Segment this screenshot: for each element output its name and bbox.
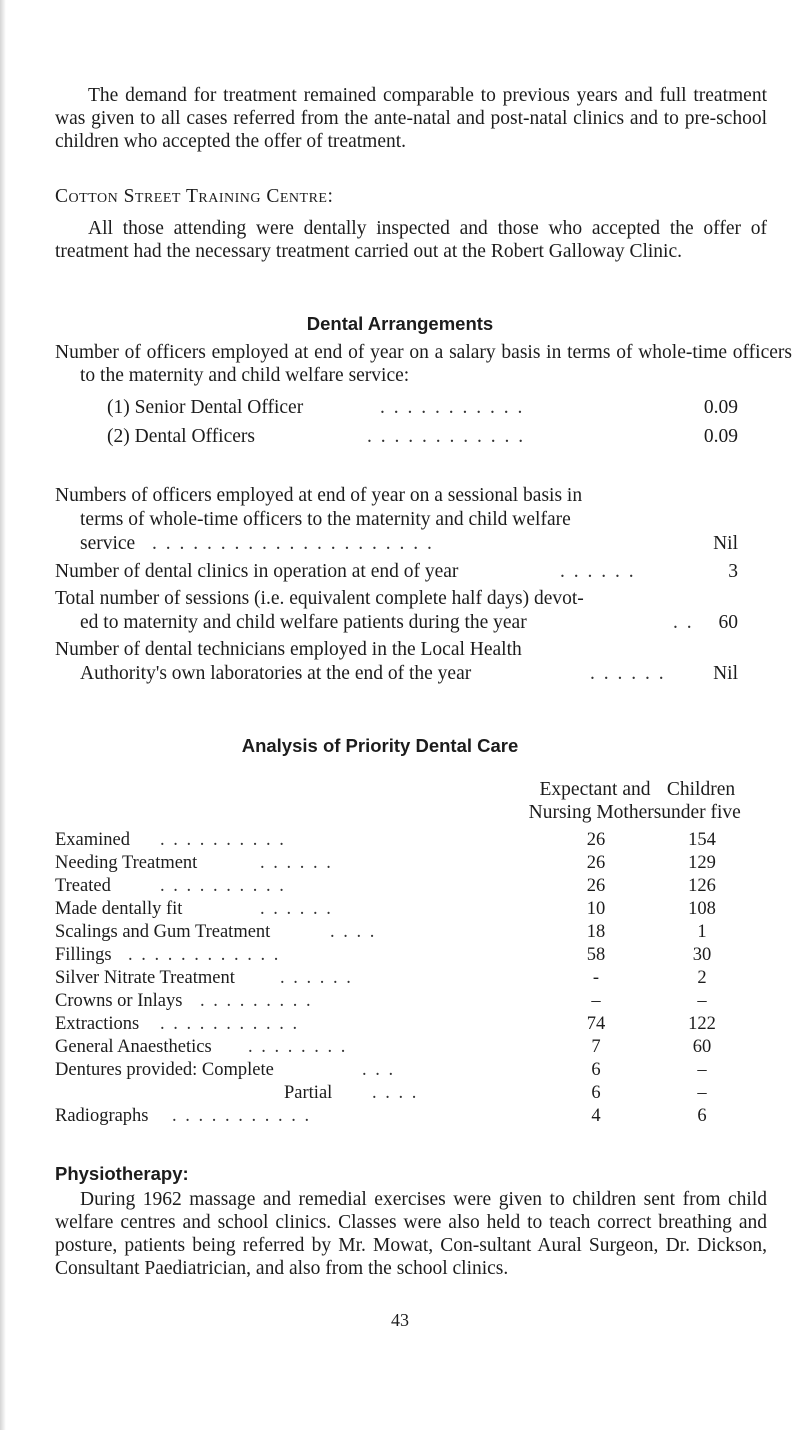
children-value: – <box>697 1060 707 1080</box>
intro-paragraph: The demand for treatment remained comparable to previous years and full treatment was given to all cases referred from the ante-natal and post-natal clinics and to pre-school children who accepted the offer of treatment. <box>55 85 767 152</box>
sessions-value: 60 <box>718 612 738 633</box>
header-line: Expectant and <box>539 779 651 800</box>
children-value: 154 <box>688 830 716 850</box>
children-value: – <box>697 991 707 1011</box>
leader-dots: . . . . . . . . . . . . <box>128 945 281 965</box>
mothers-value: – <box>591 991 601 1011</box>
leader-dots: . . . . <box>372 1083 419 1103</box>
row-label: Examined <box>55 830 131 850</box>
salary-basis-text: Number of officers employed at end of year on a salary basis in terms of whole-time officers to the maternity and child welfare service: <box>55 342 792 386</box>
table-row <box>0 1082 800 1105</box>
analysis-heading: Analysis of Priority Dental Care <box>241 735 519 756</box>
row-label: Fillings <box>55 945 112 965</box>
cotton-street-heading: Cotton Street Training Centre: <box>55 186 334 207</box>
header-line: Children <box>666 779 736 800</box>
sessional-value: Nil <box>713 533 738 554</box>
mothers-value: 58 <box>586 945 606 965</box>
children-value: 1 <box>697 922 707 942</box>
mothers-value: 26 <box>586 853 606 873</box>
children-value: 2 <box>697 968 707 988</box>
leader-dots: . . . <box>362 1060 396 1080</box>
sessional-text: Numbers of officers employed at end of year on a sessional basis in <box>55 485 583 506</box>
leader-dots: . . . . . . . . <box>248 1037 348 1057</box>
dental-arrangements-heading: Dental Arrangements <box>306 313 494 334</box>
table-row <box>0 1036 800 1059</box>
officer-value: 0.09 <box>703 426 738 447</box>
sessions-line-1 <box>0 586 800 612</box>
page-number: 43 <box>391 1310 409 1330</box>
mothers-value: 26 <box>586 830 606 850</box>
mothers-value: 18 <box>586 922 606 942</box>
row-label: Needing Treatment <box>55 853 198 873</box>
row-label: Treated <box>55 876 111 896</box>
children-value: 126 <box>688 876 716 896</box>
table-row <box>0 1059 800 1082</box>
children-value: – <box>697 1083 707 1103</box>
row-label: Dentures provided: Complete <box>55 1060 274 1080</box>
sessions-row <box>0 610 800 636</box>
officer-label: (2) Dental Officers <box>107 426 255 447</box>
sessions-text: Total number of sessions (i.e. equivalent complete half days) devot- <box>55 588 584 609</box>
mothers-value: 6 <box>591 1083 601 1103</box>
page-edge-shadow <box>0 0 6 1430</box>
row-label: Silver Nitrate Treatment <box>55 968 235 988</box>
technicians-line-1 <box>0 637 800 663</box>
mothers-value: 4 <box>591 1106 601 1126</box>
leader-dots: . . . . . . . . . . <box>160 876 286 896</box>
table-row <box>0 944 800 967</box>
table-row <box>0 1105 800 1128</box>
leader-dots: . . . . . . . . . . . . . . . . . . . . . <box>152 533 434 554</box>
row-label: General Anaesthetics <box>55 1037 212 1057</box>
table-row <box>0 967 800 990</box>
children-value: 60 <box>692 1037 712 1057</box>
table-row <box>0 990 800 1013</box>
mothers-value: 7 <box>591 1037 601 1057</box>
physiotherapy-heading: Physiotherapy: <box>55 1163 189 1184</box>
table-row <box>0 1013 800 1036</box>
mothers-value: 6 <box>591 1060 601 1080</box>
sessional-label: service <box>80 533 136 554</box>
mothers-value: 26 <box>586 876 606 896</box>
senior-dental-officer-row <box>0 395 800 421</box>
row-label: Partial <box>284 1083 333 1103</box>
mothers-value: 10 <box>586 899 606 919</box>
officer-label: (1) Senior Dental Officer <box>107 397 304 418</box>
mothers-value: - <box>592 968 600 988</box>
children-value: 30 <box>692 945 712 965</box>
children-value: 122 <box>688 1014 716 1034</box>
physiotherapy-text: During 1962 massage and remedial exercises were given to children sent from child welfare centres and school clinics. Classes were also held to teach correct breathing and posture, patients being referred by Mr. Mowat, Con-sultant Aural Surgeon, Dr. Dickson, Consultant Paediatrician, and also from the school clinics. <box>55 1189 767 1279</box>
row-label: Extractions <box>55 1014 140 1034</box>
children-value: 129 <box>688 853 716 873</box>
leader-dots: . . . . . . . . . . . <box>380 397 525 418</box>
table-row <box>0 898 800 921</box>
leader-dots: . . . . . . . . . . <box>160 830 286 850</box>
table-row <box>0 875 800 898</box>
leader-dots: . . . . . . <box>560 561 636 582</box>
cotton-street-text: All those attending were dentally inspected and those who accepted the offer of treatment had the necessary treatment carried out at the Robert Galloway Clinic. <box>55 218 767 262</box>
sessional-text: terms of whole-time officers to the maternity and child welfare <box>80 509 571 530</box>
technicians-row <box>0 661 800 687</box>
leader-dots: . . . . . . . . . . . <box>172 1106 312 1126</box>
leader-dots: . . . . . . <box>260 853 333 873</box>
technicians-label: Authority's own laboratories at the end of the year <box>80 663 472 684</box>
leader-dots: . . . . <box>330 922 377 942</box>
leader-dots: . . . . . . . . . <box>200 991 313 1011</box>
dental-clinics-row <box>0 559 800 585</box>
officer-value: 0.09 <box>703 397 738 418</box>
clinics-label: Number of dental clinics in operation at end of year <box>55 561 459 582</box>
children-column-header <box>642 778 760 824</box>
clinics-value: 3 <box>728 561 738 582</box>
header-line: under five <box>661 802 741 823</box>
technicians-text: Number of dental technicians employed in the Local Health <box>55 639 522 660</box>
leader-dots: . . . . . . <box>280 968 353 988</box>
technicians-value: Nil <box>713 663 738 684</box>
sessional-line-2 <box>0 507 800 533</box>
row-label: Radiographs <box>55 1106 149 1126</box>
sessional-line-1 <box>0 483 800 509</box>
header-line: Nursing Mothers <box>528 802 662 823</box>
table-row <box>0 829 800 852</box>
leader-dots: . . <box>673 612 694 633</box>
sessional-row <box>0 531 800 557</box>
children-value: 108 <box>688 899 716 919</box>
dental-officers-row <box>0 424 800 450</box>
mothers-value: 74 <box>586 1014 606 1034</box>
row-label: Scalings and Gum Treatment <box>55 922 271 942</box>
children-value: 6 <box>697 1106 707 1126</box>
table-row <box>0 921 800 944</box>
leader-dots: . . . . . . <box>260 899 333 919</box>
row-label: Made dentally fit <box>55 899 183 919</box>
leader-dots: . . . . . . . . . . . . <box>367 426 526 447</box>
table-row <box>0 852 800 875</box>
sessions-label: ed to maternity and child welfare patients during the year <box>80 612 527 633</box>
leader-dots: . . . . . . <box>590 663 666 684</box>
leader-dots: . . . . . . . . . . . <box>160 1014 300 1034</box>
row-label: Crowns or Inlays <box>55 991 183 1011</box>
